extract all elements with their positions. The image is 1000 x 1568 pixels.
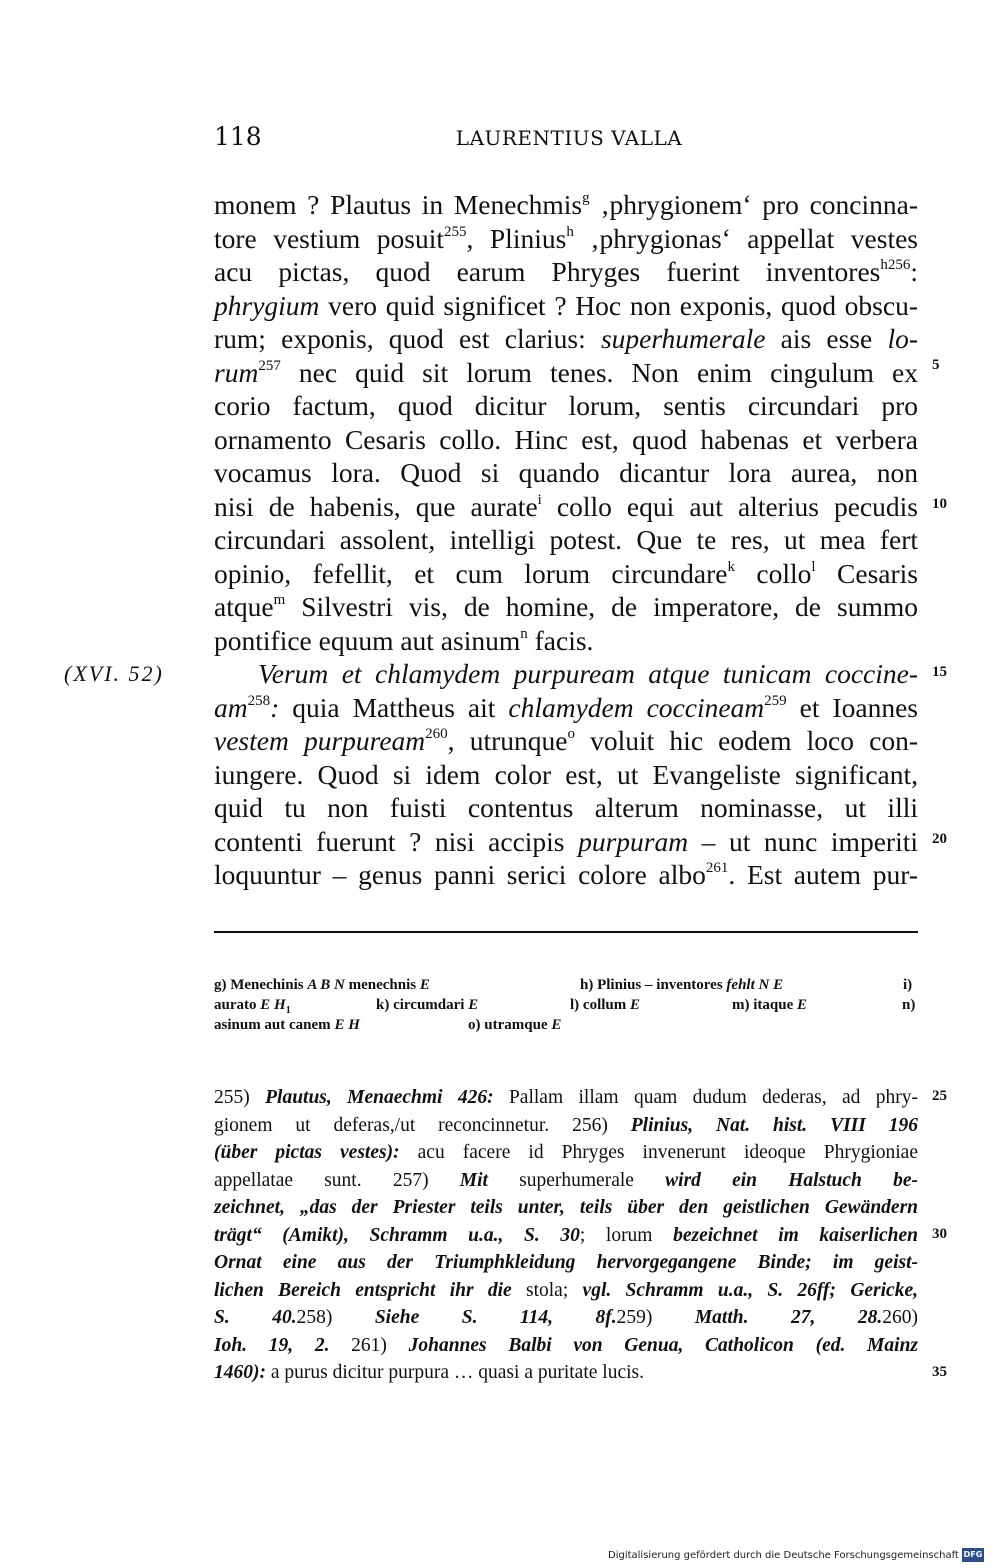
footnote-line: zeichnet, „das der Priester teils unter, teils über den geistlichen Gewändern (214, 1197, 918, 1218)
footnote-line: lichen Bereich entspricht ihr die stola; vgl. Schramm u.a., S. 26ff; Gericke, (214, 1279, 918, 1301)
text-line: tore vestium posuit$^{255}$, Plinius$^h$ ‚phrygionas‘ appellat vestes (214, 222, 919, 254)
text-line: circundari assolent, intelligi potest. Que te res, ut mea fert (214, 524, 918, 555)
text-line: $am^{258}$: quia Mattheus ait chlamydem coccineam$^{259}$ et Ioannes (214, 691, 918, 723)
text-line: acu pictas, quod earum Phryges fuerint inventores$^{h256}$: (214, 256, 918, 287)
text-line: opinio, fefellit, et cum lorum circundare$^k$ collo$^l$ Cesaris (214, 557, 918, 589)
digitization-credit: Digitalisierung gefördert durch die Deutsche Forschungsgemeinschaft (608, 1550, 959, 1561)
line-number: 30 (932, 1226, 947, 1242)
text-line: rum$^{257}$ nec quid sit lorum tenes. Non enim cingulum ex (214, 356, 918, 388)
footnote-line: 255) Plautus, Menaechmi 426: Pallam illam quam dudum dederas, ad phry- (214, 1087, 918, 1108)
line-number: 20 (932, 831, 947, 847)
text-line: loquuntur – genus panni serici colore albo$^{261}$. Est autem pur- (214, 859, 918, 890)
footnote-line: trägt“ (Amikt), Schramm u.a., S. 30; lorum bezeichnet im kaiserlichen (214, 1224, 919, 1246)
footnote-line: Ornat eine aus der Triumphkleidung hervorgegangene Binde; im geist- (214, 1252, 918, 1273)
line-number: 10 (932, 496, 947, 512)
footnote-rule (214, 931, 918, 933)
text-line: corio factum, quod dicitur lorum, sentis circundari pro (214, 390, 918, 421)
text-line: vestem purpuream$^{260}$, utrunque$^o$ voluit hic eodem loco con- (214, 725, 918, 756)
running-title: LAURENTIUS VALLA (455, 126, 683, 150)
text-line: rum; exponis, quod est clarius: superhumerale ais esse lo- (214, 323, 918, 354)
text-line: iungere. Quod si idem color est, ut Evangeliste significant, (214, 758, 918, 790)
section-mark: (XVI. 52) (64, 661, 164, 686)
line-number: 15 (932, 664, 947, 680)
page-number: 118 (214, 122, 262, 151)
text-line: vocamus lora. Quod si quando dicantur lora aurea, non (214, 457, 918, 488)
text-line: monem ? Plautus in Menechmis$^g$ ‚phrygionem‘ pro concinna- (214, 189, 918, 220)
dfg-logo: DFG (962, 1548, 984, 1562)
line-number: 5 (932, 357, 940, 373)
text-line: phrygium vero quid significet ? Hoc non exponis, quod obscu- (214, 289, 918, 321)
text-line: nisi de habenis, que aurate$^i$ collo equi aut alterius pecudis (214, 490, 918, 522)
line-number: 25 (932, 1088, 947, 1104)
text-line: Verum et chlamydem purpuream atque tunicam coccine- (258, 658, 918, 689)
line-number: 35 (932, 1364, 947, 1380)
footnote-line: (über pictas vestes): acu facere id Phryges invenerunt ideoque Phrygioniae (214, 1142, 918, 1163)
text-line: contenti fuerunt ? nisi accipis purpuram – ut nunc imperiti (214, 825, 918, 857)
text-line: ornamento Cesaris collo. Hinc est, quod habenas et verbera (214, 423, 918, 455)
text-line: atque$^m$ Silvestri vis, de homine, de imperatore, de summo (214, 591, 918, 622)
footnote-line: S. 40.258) Siehe S. 114, 8f.259) Matth. 27, 28.260) (214, 1307, 918, 1328)
text-line: quid tu non fuisti contentus alterum nominasse, ut illi (214, 792, 918, 823)
footnote-line: Ioh. 19, 2. 261) Johannes Balbi von Genua, Catholicon (ed. Mainz (214, 1334, 918, 1356)
footnote-line: gionem ut deferas,/ut reconcinnetur. 256) Plinius, Nat. hist. VIII 196 (214, 1114, 919, 1136)
footnote-line: 1460): a purus dicitur purpura … quasi a puritate lucis. (214, 1362, 644, 1383)
text-line: pontifice equum aut asinum$^n$ facis. (214, 624, 594, 656)
footnote-line: appellatae sunt. 257) Mit superhumerale wird ein Halstuch be- (214, 1169, 918, 1191)
